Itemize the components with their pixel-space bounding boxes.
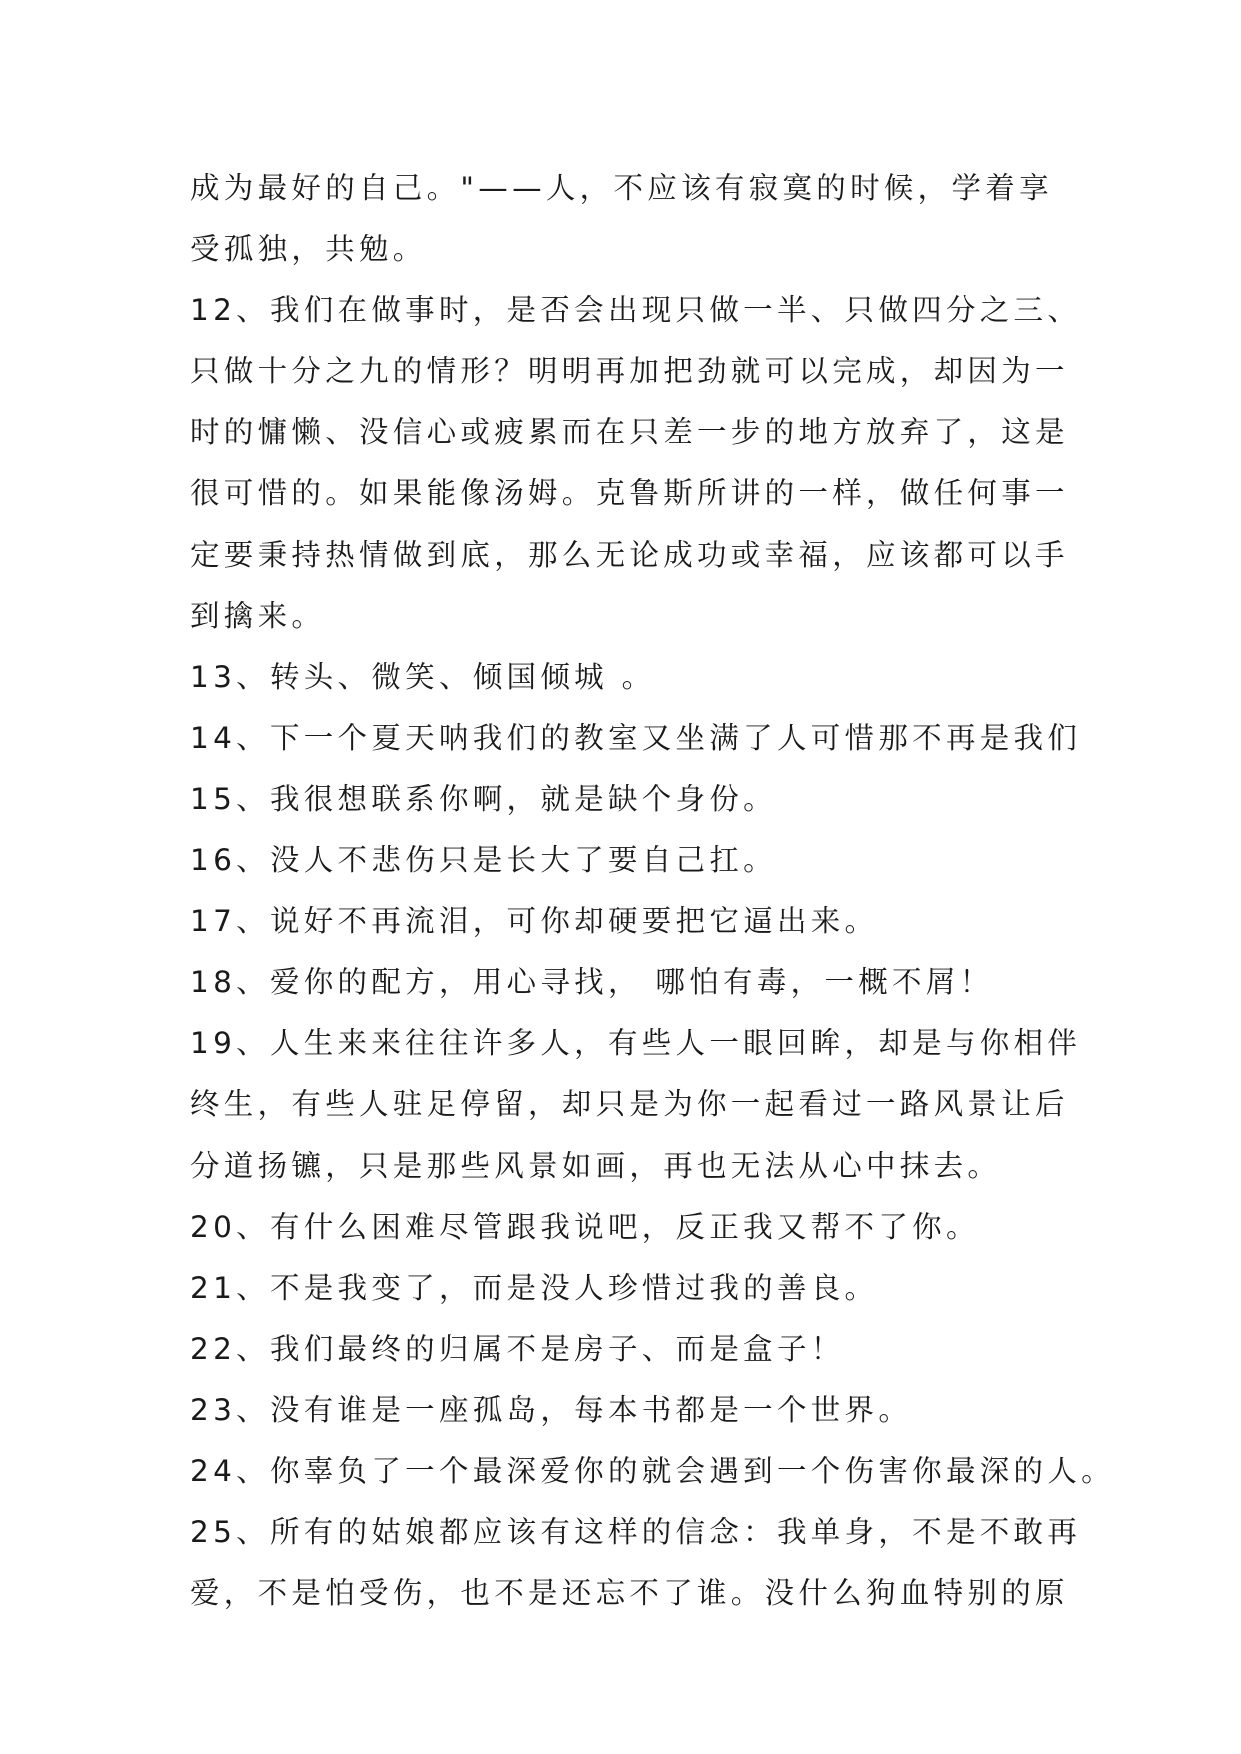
document-body [190,158,1115,1624]
text-line: 很可惜的。如果能像汤姆。克鲁斯所讲的一样，做任何事一 [190,476,1069,511]
text-line: 终生，有些人驻足停留，却只是为你一起看过一路风景让后 [190,1087,1069,1122]
text-line: 16、没人不悲伤只是长大了要自己扛。 [190,843,777,878]
text-line: 爱，不是怕受伤，也不是还忘不了谁。没什么狗血特别的原 [190,1576,1069,1611]
text-line: 12、我们在做事时，是否会出现只做一半、只做四分之三、 [190,293,1082,328]
text-line: 13、转头、微笑、倾国倾城 。 [190,659,656,694]
text-line: 18、爱你的配方，用心寻找， 哪怕有毒，一概不屑！ [190,965,994,1000]
text-line: 15、我很想联系你啊，就是缺个身份。 [190,781,777,816]
text-line: 分道扬镳，只是那些风景如画，再也无法从心中抹去。 [190,1148,1002,1183]
text-line: 21、不是我变了，而是没人珍惜过我的善良。 [190,1270,879,1305]
text-line: 22、我们最终的归属不是房子、而是盒子！ [190,1331,845,1366]
text-line: 19、人生来来往往许多人，有些人一眼回眸，却是与你相伴 [190,1026,1082,1061]
text-line: 23、没有谁是一座孤岛，每本书都是一个世界。 [190,1392,913,1427]
text-line: 只做十分之九的情形？明明再加把劲就可以完成，却因为一 [190,354,1069,389]
text-line: 14、下一个夏天呐我们的教室又坐满了人可惜那不再是我们 [190,720,1082,755]
text-line: 24、你辜负了一个最深爱你的就会遇到一个伤害你最深的人。 [190,1453,1115,1488]
text-line: 成为最好的自己。"——人，不应该有寂寞的时候，学着享 [190,171,1053,205]
text-line: 到擒来。 [190,598,326,633]
text-line: 时的慵懒、没信心或疲累而在只差一步的地方放弃了，这是 [190,415,1069,450]
text-line: 20、有什么困难尽管跟我说吧，反正我又帮不了你。 [190,1209,980,1244]
text-line: 定要秉持热情做到底，那么无论成功或幸福，应该都可以手 [190,537,1069,572]
text-line: 17、说好不再流泪，可你却硬要把它逼出来。 [190,904,879,939]
text-line: 受孤独，共勉。 [190,232,427,267]
text-line: 25、所有的姑娘都应该有这样的信念：我单身，不是不敢再 [190,1515,1082,1550]
